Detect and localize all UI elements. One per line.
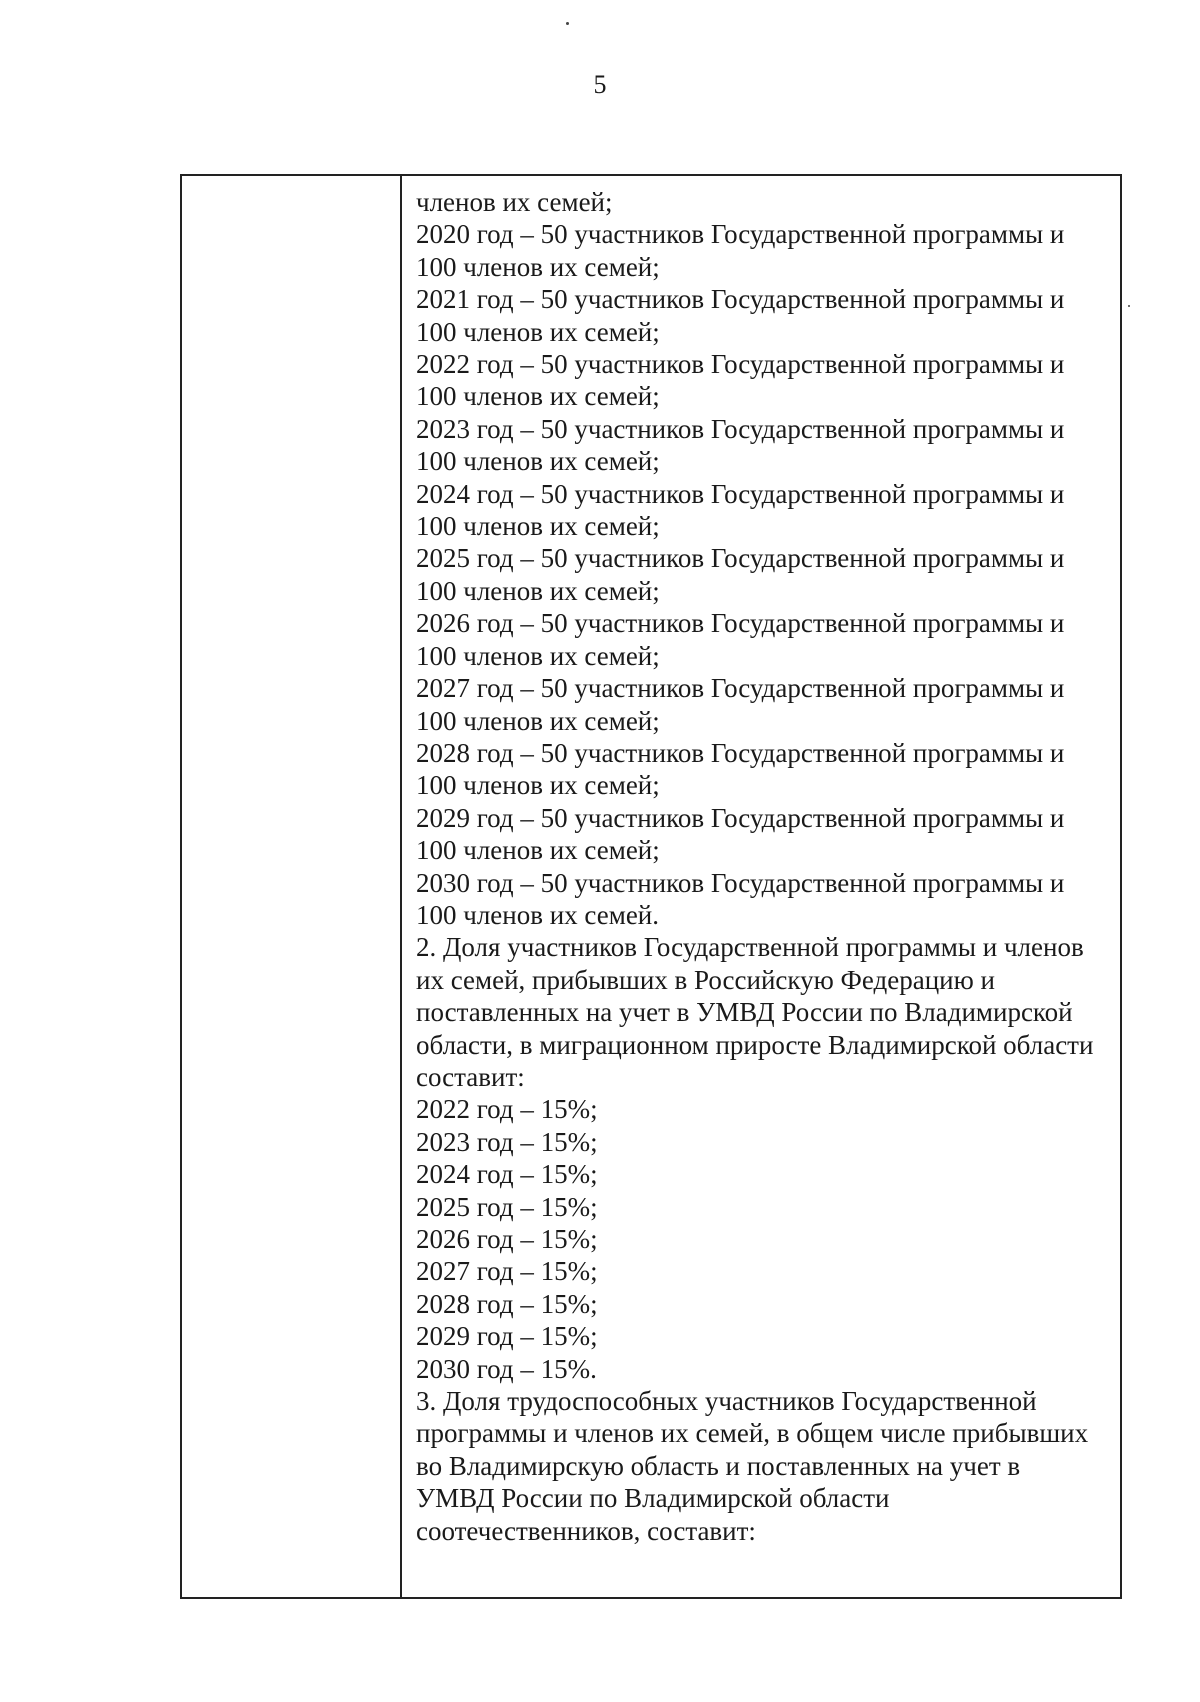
text-line: 2026 год – 50 участников Государственной программы и: [416, 608, 1065, 639]
text-line: 3. Доля трудоспособных участников Государственной: [416, 1386, 1037, 1417]
text-line: 2029 год – 50 участников Государственной программы и: [416, 802, 1065, 833]
document-table: [180, 174, 1122, 1599]
text-line: 100 членов их семей;: [416, 316, 660, 347]
text-line: 2020 год – 50 участников Государственной программы и: [416, 219, 1065, 250]
text-line: 2027 год – 15%;: [416, 1256, 598, 1287]
text-line: 100 членов их семей;: [416, 640, 660, 671]
text-line: 2023 год – 50 участников Государственной программы и: [416, 413, 1065, 444]
table-right-cell: [404, 176, 1120, 1597]
text-line: 2027 год – 50 участников Государственной программы и: [416, 673, 1065, 704]
text-line: УМВД России по Владимирской области: [416, 1483, 890, 1514]
text-line: 100 членов их семей;: [416, 381, 660, 412]
text-line: 100 членов их семей;: [416, 511, 660, 542]
text-line: их семей, прибывших в Российскую Федерацию и: [416, 964, 995, 995]
text-line: членов их семей;: [416, 187, 613, 217]
text-line: 2024 год – 50 участников Государственной программы и: [416, 478, 1065, 509]
text-line: 2030 год – 15%.: [416, 1353, 597, 1384]
text-line: 100 членов их семей;: [416, 705, 660, 736]
page-number: 5: [593, 70, 607, 99]
text-line: 100 членов их семей;: [416, 835, 660, 866]
text-line: 100 членов их семей;: [416, 251, 660, 282]
text-line: 100 членов их семей;: [416, 446, 660, 477]
text-line: 2030 год – 50 участников Государственной программы и: [416, 867, 1065, 898]
text-line: 2025 год – 50 участников Государственной программы и: [416, 543, 1065, 574]
text-line: 100 членов их семей;: [416, 575, 660, 606]
text-line: 2. Доля участников Государственной программы и членов: [416, 932, 1084, 963]
text-line: 2028 год – 50 участников Государственной программы и: [416, 737, 1065, 768]
text-line: 2022 год – 50 участников Государственной программы и: [416, 349, 1065, 380]
table-left-cell: [182, 176, 402, 1597]
text-line: 2022 год – 15%;: [416, 1094, 598, 1125]
text-line: 2023 год – 15%;: [416, 1126, 598, 1157]
text-line: 2029 год – 15%;: [416, 1321, 598, 1352]
text-line: программы и членов их семей, в общем числе прибывших: [416, 1418, 1089, 1449]
text-line: 2028 год – 15%;: [416, 1288, 598, 1319]
text-line: 2021 год – 50 участников Государственной программы и: [416, 284, 1065, 315]
text-line: 100 членов их семей;: [416, 770, 660, 801]
text-line: 2024 год – 15%;: [416, 1159, 598, 1190]
scan-speck: [566, 22, 569, 25]
text-line: соотечественников, составит:: [416, 1515, 756, 1546]
text-line: 100 членов их семей.: [416, 899, 659, 930]
text-line: 2025 год – 15%;: [416, 1191, 598, 1222]
text-line: 2026 год – 15%;: [416, 1224, 598, 1254]
text-line: поставленных на учет в УМВД России по Владимирской: [416, 997, 1073, 1028]
text-line: области, в миграционном приросте Владимирской области: [416, 1029, 1094, 1060]
scan-speck: [1128, 305, 1130, 307]
text-line: во Владимирскую область и поставленных на учет в: [416, 1450, 1021, 1481]
text-line: составит:: [416, 1061, 525, 1092]
